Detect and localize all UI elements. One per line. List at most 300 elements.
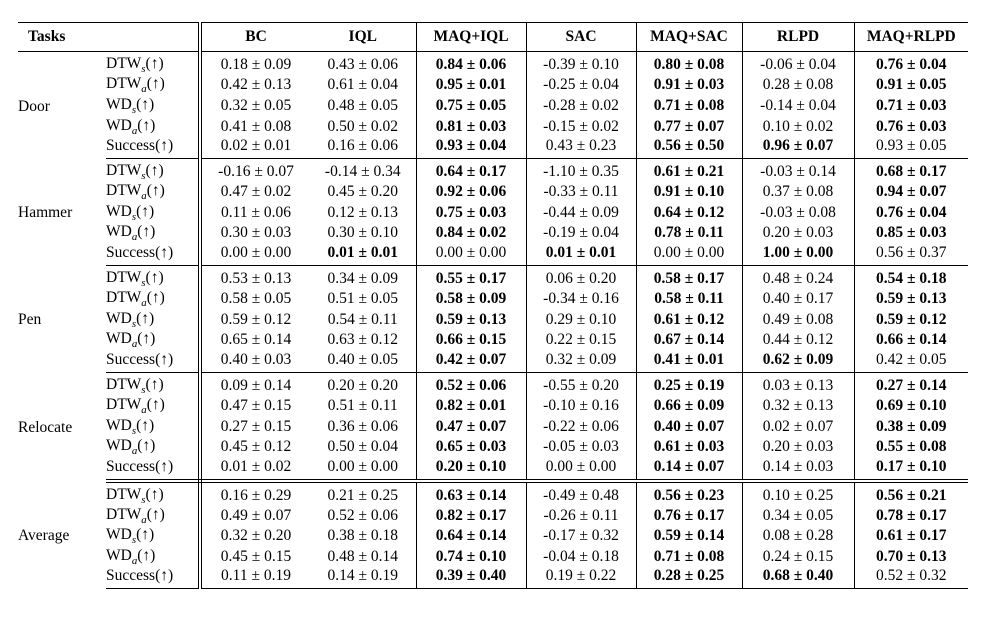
value-cell: -0.03 ± 0.14 xyxy=(742,158,854,182)
metric-name: WD xyxy=(106,330,132,348)
metric-subscript: a xyxy=(131,124,138,137)
metric-name: DTW xyxy=(106,505,142,523)
value-cell: 0.61 ± 0.12 xyxy=(636,309,742,330)
value-cell: 0.09 ± 0.14 xyxy=(220,376,292,394)
value-cell: 0.78 ± 0.17 xyxy=(876,506,947,524)
metric-subscript: a xyxy=(141,404,147,417)
value-cell: 0.74 ± 0.10 xyxy=(416,547,526,568)
value-cell: 0.58 ± 0.09 xyxy=(416,289,526,310)
value-cell: 0.91 ± 0.05 xyxy=(876,76,947,94)
table-row xyxy=(18,116,968,137)
value-cell: 0.02 ± 0.07 xyxy=(742,416,854,437)
value-cell: 0.29 ± 0.10 xyxy=(526,309,636,330)
value-cell: -0.17 ± 0.32 xyxy=(526,526,636,547)
metric-name: DTW xyxy=(106,485,142,503)
value-cell: -0.19 ± 0.04 xyxy=(526,223,636,244)
task-group-hammer xyxy=(18,158,968,265)
table-row xyxy=(18,182,968,203)
value-cell: 0.61 ± 0.03 xyxy=(636,437,742,458)
metric-label xyxy=(106,182,200,203)
metric-subscript: a xyxy=(141,83,147,96)
metric-subscript: a xyxy=(131,338,138,351)
header-tasks: Tasks xyxy=(18,23,200,52)
up-arrow-icon: (↑) xyxy=(146,505,165,523)
up-arrow-icon: (↑) xyxy=(145,161,164,179)
value-cell: 0.42 ± 0.05 xyxy=(854,351,968,373)
value-cell: 0.00 ± 0.00 xyxy=(636,244,742,266)
metric-subscript: a xyxy=(141,190,147,203)
value-cell: 0.00 ± 0.00 xyxy=(526,458,636,481)
metric-label xyxy=(106,567,200,589)
value-cell: 0.49 ± 0.08 xyxy=(742,309,854,330)
value-cell: 0.52 ± 0.06 xyxy=(416,372,526,396)
table-row xyxy=(18,96,968,117)
metric-subscript: s xyxy=(131,104,137,117)
value-cell: 0.20 ± 0.03 xyxy=(742,223,854,244)
value-cell: 0.32 ± 0.20 xyxy=(220,527,292,545)
metric-subscript: a xyxy=(131,231,138,244)
table-row xyxy=(18,481,968,506)
value-cell: 0.71 ± 0.08 xyxy=(636,547,742,568)
metric-subscript: a xyxy=(141,513,147,526)
value-cell: 0.63 ± 0.12 xyxy=(310,330,416,351)
value-cell: 0.32 ± 0.05 xyxy=(220,96,292,114)
value-cell: 0.02 ± 0.01 xyxy=(200,137,310,159)
value-cell: 0.01 ± 0.01 xyxy=(526,244,636,266)
value-cell: 0.14 ± 0.07 xyxy=(636,458,742,481)
value-cell: 0.64 ± 0.17 xyxy=(416,158,526,182)
value-cell: 0.47 ± 0.07 xyxy=(416,416,526,437)
metric-name: DTW xyxy=(106,375,142,393)
value-cell: 0.56 ± 0.37 xyxy=(854,244,968,266)
metric-name: WD xyxy=(106,416,132,434)
up-arrow-icon: (↑) xyxy=(145,268,164,286)
value-cell: 0.18 ± 0.09 xyxy=(220,56,292,74)
task-group-average xyxy=(18,481,968,589)
up-arrow-icon: (↑) xyxy=(137,330,156,348)
task-label: Average xyxy=(18,527,70,545)
value-cell: 0.51 ± 0.11 xyxy=(310,396,416,417)
header-maq-plus-sac: MAQ+SAC xyxy=(636,23,742,52)
metric-label xyxy=(106,289,200,310)
value-cell: 0.20 ± 0.03 xyxy=(742,437,854,458)
up-arrow-icon: (↑) xyxy=(136,202,155,220)
table-row xyxy=(18,289,968,310)
table-row xyxy=(18,265,968,289)
task-group-door xyxy=(18,52,968,159)
up-arrow-icon: (↑) xyxy=(145,375,164,393)
value-cell: -0.14 ± 0.34 xyxy=(310,158,416,182)
up-arrow-icon: (↑) xyxy=(136,526,155,544)
header-maq-plus-iql: MAQ+IQL xyxy=(416,23,526,52)
value-cell: 0.59 ± 0.13 xyxy=(876,290,947,308)
value-cell: 0.34 ± 0.05 xyxy=(742,506,854,527)
metric-subscript: s xyxy=(141,493,146,506)
table-row xyxy=(18,137,968,159)
metric-subscript: s xyxy=(131,424,137,437)
table-row xyxy=(18,223,968,244)
value-cell: 0.00 ± 0.00 xyxy=(416,244,526,266)
up-arrow-icon: (↑) xyxy=(155,457,174,475)
value-cell: 0.25 ± 0.19 xyxy=(636,372,742,396)
value-cell: 0.91 ± 0.10 xyxy=(636,182,742,203)
value-cell: 0.14 ± 0.03 xyxy=(742,458,854,481)
value-cell: 0.81 ± 0.03 xyxy=(416,116,526,137)
value-cell: 0.93 ± 0.05 xyxy=(854,137,968,159)
table-row xyxy=(18,567,968,589)
value-cell: 0.50 ± 0.02 xyxy=(310,116,416,137)
value-cell: 0.40 ± 0.05 xyxy=(310,351,416,373)
value-cell: 0.82 ± 0.17 xyxy=(416,506,526,527)
value-cell: -0.33 ± 0.11 xyxy=(526,182,636,203)
up-arrow-icon: (↑) xyxy=(146,75,165,93)
up-arrow-icon: (↑) xyxy=(136,309,155,327)
value-cell: 0.16 ± 0.29 xyxy=(220,486,292,504)
metric-name: DTW xyxy=(106,182,142,200)
metric-name: WD xyxy=(106,309,132,327)
metric-label xyxy=(106,351,200,373)
value-cell: 0.45 ± 0.12 xyxy=(220,438,292,456)
value-cell: 0.48 ± 0.24 xyxy=(742,265,854,289)
value-cell: 0.65 ± 0.03 xyxy=(416,437,526,458)
task-label: Hammer xyxy=(18,204,73,222)
metric-name: Success xyxy=(106,350,156,368)
value-cell: 0.01 ± 0.02 xyxy=(200,458,310,481)
metric-name: WD xyxy=(106,437,132,455)
value-cell: 0.56 ± 0.21 xyxy=(876,486,947,504)
value-cell: 0.54 ± 0.11 xyxy=(310,309,416,330)
value-cell: 0.55 ± 0.08 xyxy=(876,438,947,456)
value-cell: 0.06 ± 0.20 xyxy=(526,265,636,289)
value-cell: 0.66 ± 0.15 xyxy=(416,330,526,351)
metric-label xyxy=(106,416,200,437)
value-cell: 0.32 ± 0.09 xyxy=(526,351,636,373)
value-cell: 0.68 ± 0.40 xyxy=(742,567,854,589)
value-cell: -0.55 ± 0.20 xyxy=(526,372,636,396)
value-cell: 0.58 ± 0.17 xyxy=(636,265,742,289)
metric-label xyxy=(106,481,200,506)
header-iql: IQL xyxy=(310,23,416,52)
value-cell: 0.42 ± 0.13 xyxy=(220,76,292,94)
metric-subscript: s xyxy=(131,317,137,330)
value-cell: 0.48 ± 0.05 xyxy=(310,96,416,117)
table-row xyxy=(18,203,968,224)
metric-label xyxy=(106,96,200,117)
value-cell: 0.59 ± 0.12 xyxy=(220,310,292,328)
value-cell: 0.56 ± 0.23 xyxy=(636,481,742,506)
value-cell: 0.00 ± 0.00 xyxy=(200,244,310,266)
value-cell: 0.62 ± 0.09 xyxy=(742,351,854,373)
value-cell: 0.92 ± 0.06 xyxy=(416,182,526,203)
value-cell: 0.69 ± 0.10 xyxy=(876,397,947,415)
value-cell: 0.76 ± 0.03 xyxy=(876,117,947,135)
value-cell: 0.85 ± 0.03 xyxy=(876,224,947,242)
value-cell: 0.50 ± 0.04 xyxy=(310,437,416,458)
value-cell: 0.34 ± 0.09 xyxy=(310,265,416,289)
value-cell: 0.71 ± 0.03 xyxy=(876,96,947,114)
value-cell: -0.44 ± 0.09 xyxy=(526,203,636,224)
value-cell: -0.03 ± 0.08 xyxy=(742,203,854,224)
value-cell: 0.67 ± 0.14 xyxy=(636,330,742,351)
metric-label xyxy=(106,75,200,96)
up-arrow-icon: (↑) xyxy=(145,55,164,72)
table-row xyxy=(18,416,968,437)
value-cell: 0.00 ± 0.00 xyxy=(310,458,416,481)
up-arrow-icon: (↑) xyxy=(146,289,165,307)
value-cell: 0.94 ± 0.07 xyxy=(876,183,947,201)
value-cell: -0.14 ± 0.04 xyxy=(742,96,854,117)
value-cell: 0.82 ± 0.01 xyxy=(416,396,526,417)
up-arrow-icon: (↑) xyxy=(146,395,165,413)
value-cell: 0.78 ± 0.11 xyxy=(636,223,742,244)
table-row xyxy=(18,75,968,96)
value-cell: 0.65 ± 0.14 xyxy=(220,331,292,349)
value-cell: 0.56 ± 0.50 xyxy=(636,137,742,159)
value-cell: -0.22 ± 0.06 xyxy=(526,416,636,437)
value-cell: 0.58 ± 0.05 xyxy=(220,290,292,308)
metric-subscript: a xyxy=(131,555,138,568)
value-cell: 0.40 ± 0.03 xyxy=(200,351,310,373)
up-arrow-icon: (↑) xyxy=(137,547,156,565)
value-cell: 0.41 ± 0.08 xyxy=(220,117,292,135)
header-row xyxy=(18,23,968,52)
table-row xyxy=(18,309,968,330)
value-cell: -0.26 ± 0.11 xyxy=(526,506,636,527)
up-arrow-icon: (↑) xyxy=(155,243,174,261)
table-row xyxy=(18,437,968,458)
table-row xyxy=(18,330,968,351)
task-label: Relocate xyxy=(18,418,73,436)
metric-subscript: a xyxy=(141,297,147,310)
value-cell: 0.28 ± 0.25 xyxy=(636,567,742,589)
metric-name: WD xyxy=(106,202,132,220)
metric-label xyxy=(106,137,200,159)
value-cell: -1.10 ± 0.35 xyxy=(526,158,636,182)
value-cell: 0.93 ± 0.04 xyxy=(416,137,526,159)
metric-label xyxy=(106,52,200,76)
value-cell: 0.61 ± 0.17 xyxy=(876,527,947,545)
value-cell: -0.10 ± 0.16 xyxy=(526,396,636,417)
value-cell: 0.80 ± 0.08 xyxy=(636,52,742,76)
value-cell: -0.16 ± 0.07 xyxy=(218,162,294,180)
value-cell: 0.10 ± 0.02 xyxy=(742,116,854,137)
metric-name: DTW xyxy=(106,75,142,93)
table-header xyxy=(18,23,968,52)
metric-name: Success xyxy=(106,136,156,154)
value-cell: 0.10 ± 0.25 xyxy=(742,481,854,506)
value-cell: 0.01 ± 0.01 xyxy=(310,244,416,266)
metric-label xyxy=(106,244,200,266)
metric-name: WD xyxy=(106,95,132,113)
header-sac: SAC xyxy=(526,23,636,52)
metric-name: DTW xyxy=(106,289,142,307)
up-arrow-icon: (↑) xyxy=(145,485,164,503)
metric-subscript: s xyxy=(141,276,146,289)
metric-label xyxy=(106,506,200,527)
up-arrow-icon: (↑) xyxy=(137,223,156,241)
value-cell: 0.55 ± 0.17 xyxy=(416,265,526,289)
value-cell: 0.21 ± 0.25 xyxy=(310,481,416,506)
value-cell: -0.34 ± 0.16 xyxy=(526,289,636,310)
value-cell: 0.30 ± 0.10 xyxy=(310,223,416,244)
table-row xyxy=(18,458,968,481)
value-cell: 0.43 ± 0.06 xyxy=(310,52,416,76)
value-cell: 0.20 ± 0.20 xyxy=(310,372,416,396)
value-cell: 0.84 ± 0.06 xyxy=(416,52,526,76)
up-arrow-icon: (↑) xyxy=(137,116,156,134)
value-cell: 0.38 ± 0.18 xyxy=(310,526,416,547)
table-row xyxy=(18,244,968,266)
value-cell: 0.47 ± 0.15 xyxy=(220,397,292,415)
value-cell: 0.37 ± 0.08 xyxy=(742,182,854,203)
value-cell: 0.27 ± 0.14 xyxy=(876,376,947,394)
value-cell: 0.95 ± 0.01 xyxy=(416,75,526,96)
value-cell: 0.58 ± 0.11 xyxy=(636,289,742,310)
metric-label xyxy=(106,223,200,244)
value-cell: 0.71 ± 0.08 xyxy=(636,96,742,117)
metric-name: WD xyxy=(106,547,132,565)
value-cell: 0.63 ± 0.14 xyxy=(416,481,526,506)
metric-name: DTW xyxy=(106,161,142,179)
metric-label xyxy=(106,203,200,224)
metric-subscript: s xyxy=(141,383,146,396)
metric-label xyxy=(106,396,200,417)
value-cell: 0.36 ± 0.06 xyxy=(310,416,416,437)
task-label: Door xyxy=(18,97,50,115)
value-cell: 0.11 ± 0.19 xyxy=(200,567,310,589)
metric-subscript: s xyxy=(141,169,146,182)
value-cell: 0.66 ± 0.14 xyxy=(876,331,947,349)
value-cell: 0.45 ± 0.20 xyxy=(310,182,416,203)
value-cell: 0.61 ± 0.21 xyxy=(636,158,742,182)
value-cell: 0.16 ± 0.06 xyxy=(310,137,416,159)
value-cell: 0.40 ± 0.07 xyxy=(636,416,742,437)
metric-label xyxy=(106,526,200,547)
metric-subscript: s xyxy=(131,534,137,547)
value-cell: 0.84 ± 0.02 xyxy=(416,223,526,244)
value-cell: 0.48 ± 0.14 xyxy=(310,547,416,568)
table-row xyxy=(18,372,968,396)
table-row xyxy=(18,396,968,417)
header-maq-plus-rlpd: MAQ+RLPD xyxy=(854,23,968,52)
metric-name: Success xyxy=(106,457,156,475)
value-cell: 0.44 ± 0.12 xyxy=(742,330,854,351)
value-cell: 0.68 ± 0.17 xyxy=(876,162,947,180)
value-cell: 0.77 ± 0.07 xyxy=(636,116,742,137)
value-cell: 0.11 ± 0.06 xyxy=(221,203,291,221)
value-cell: 0.43 ± 0.23 xyxy=(526,137,636,159)
value-cell: 0.96 ± 0.07 xyxy=(742,137,854,159)
value-cell: 0.49 ± 0.07 xyxy=(220,506,292,524)
value-cell: 0.66 ± 0.09 xyxy=(636,396,742,417)
up-arrow-icon: (↑) xyxy=(137,437,156,455)
results-table xyxy=(18,22,968,589)
value-cell: 0.59 ± 0.13 xyxy=(416,309,526,330)
value-cell: 0.52 ± 0.06 xyxy=(310,506,416,527)
value-cell: 0.52 ± 0.32 xyxy=(854,567,968,589)
metric-name: Success xyxy=(106,567,156,585)
up-arrow-icon: (↑) xyxy=(146,182,165,200)
table-row xyxy=(18,526,968,547)
metric-name: DTW xyxy=(106,55,142,72)
value-cell: 0.76 ± 0.17 xyxy=(636,506,742,527)
up-arrow-icon: (↑) xyxy=(136,416,155,434)
value-cell: 0.76 ± 0.04 xyxy=(876,56,947,74)
value-cell: 0.59 ± 0.12 xyxy=(876,310,947,328)
metric-label xyxy=(106,458,200,481)
table-row xyxy=(18,52,968,76)
value-cell: 0.30 ± 0.03 xyxy=(220,224,292,242)
value-cell: 0.27 ± 0.15 xyxy=(220,417,292,435)
value-cell: 0.54 ± 0.18 xyxy=(876,269,947,287)
header-bc: BC xyxy=(200,23,310,52)
value-cell: 0.22 ± 0.15 xyxy=(526,330,636,351)
metric-label xyxy=(106,116,200,137)
metric-name: WD xyxy=(106,526,132,544)
value-cell: 0.59 ± 0.14 xyxy=(636,526,742,547)
value-cell: -0.28 ± 0.02 xyxy=(526,96,636,117)
up-arrow-icon: (↑) xyxy=(155,350,174,368)
value-cell: 0.51 ± 0.05 xyxy=(310,289,416,310)
value-cell: 0.17 ± 0.10 xyxy=(854,458,968,481)
up-arrow-icon: (↑) xyxy=(136,95,155,113)
value-cell: 0.20 ± 0.10 xyxy=(416,458,526,481)
metric-label xyxy=(106,372,200,396)
table-row xyxy=(18,158,968,182)
value-cell: 0.38 ± 0.09 xyxy=(876,417,947,435)
value-cell: 0.64 ± 0.12 xyxy=(636,203,742,224)
value-cell: -0.04 ± 0.18 xyxy=(526,547,636,568)
value-cell: 0.28 ± 0.08 xyxy=(742,75,854,96)
value-cell: 0.19 ± 0.22 xyxy=(526,567,636,589)
metric-label xyxy=(106,265,200,289)
task-label: Pen xyxy=(18,311,42,329)
metric-subscript: a xyxy=(131,445,138,458)
value-cell: 0.70 ± 0.13 xyxy=(876,548,947,566)
metric-subscript: s xyxy=(141,63,146,76)
value-cell: -0.05 ± 0.03 xyxy=(526,437,636,458)
value-cell: 0.12 ± 0.13 xyxy=(310,203,416,224)
value-cell: 0.75 ± 0.05 xyxy=(416,96,526,117)
value-cell: 0.24 ± 0.15 xyxy=(742,547,854,568)
value-cell: 0.41 ± 0.01 xyxy=(636,351,742,373)
value-cell: 0.61 ± 0.04 xyxy=(310,75,416,96)
value-cell: 0.14 ± 0.19 xyxy=(310,567,416,589)
header-rlpd: RLPD xyxy=(742,23,854,52)
value-cell: -0.25 ± 0.04 xyxy=(526,75,636,96)
value-cell: 0.08 ± 0.28 xyxy=(742,526,854,547)
table-row xyxy=(18,506,968,527)
value-cell: 0.03 ± 0.13 xyxy=(742,372,854,396)
metric-name: DTW xyxy=(106,395,142,413)
value-cell: 0.45 ± 0.15 xyxy=(220,548,292,566)
value-cell: 0.40 ± 0.17 xyxy=(742,289,854,310)
value-cell: 0.91 ± 0.03 xyxy=(636,75,742,96)
value-cell: 0.47 ± 0.02 xyxy=(220,183,292,201)
metric-label xyxy=(106,330,200,351)
value-cell: 0.39 ± 0.40 xyxy=(416,567,526,589)
value-cell: 0.75 ± 0.03 xyxy=(416,203,526,224)
value-cell: 0.32 ± 0.13 xyxy=(742,396,854,417)
value-cell: -0.15 ± 0.02 xyxy=(526,116,636,137)
table-row xyxy=(18,547,968,568)
up-arrow-icon: (↑) xyxy=(155,567,174,585)
value-cell: 0.64 ± 0.14 xyxy=(416,526,526,547)
value-cell: 0.42 ± 0.07 xyxy=(416,351,526,373)
metric-label xyxy=(106,547,200,568)
value-cell: 0.76 ± 0.04 xyxy=(876,203,947,221)
metric-label xyxy=(106,158,200,182)
